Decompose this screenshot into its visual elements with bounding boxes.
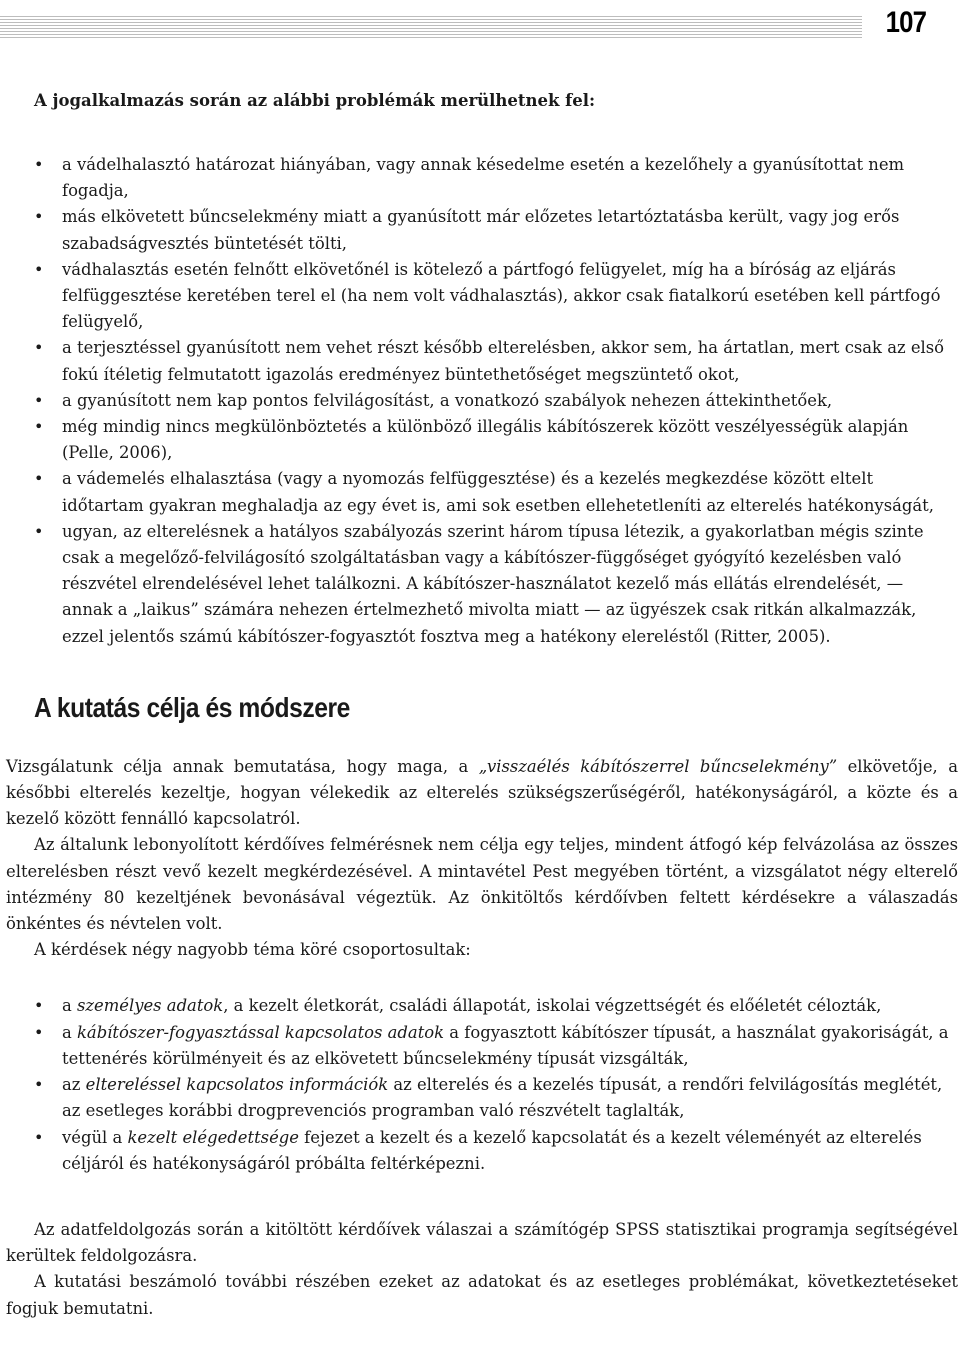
- list-item: • más elkövetett bűncselekmény miatt a gyanúsított már előzetes letartóztatásba került, vagy jog erős szabadságvesztés büntetését tölti,: [34, 204, 958, 256]
- section-title: A kutatás célja és módszere: [34, 691, 350, 723]
- closing-section: [6, 1217, 958, 1322]
- list-item: [34, 1020, 958, 1072]
- list-item: [34, 1125, 958, 1177]
- closing-paragraph: Az adatfeldolgozás során a kitöltött kérdőívek válaszai a számítógép SPSS statisztikai programja segítségével kerültek feldolgozásra.: [6, 1219, 958, 1266]
- emphasis: kábítószer-fogyasztással kapcsolatos adatok: [76, 1022, 445, 1042]
- list-item: • a terjesztéssel gyanúsított nem vehet részt később elterelésben, akkor sem, ha ártatlan, mert csak az első fokú ítéletig felmutatott igazolás eredményez büntethetőséget megszüntető okot,: [34, 335, 958, 387]
- list-item: • még mindig nincs megkülönböztetés a különböző illegális kábítószerek között veszélyességük alapján (Pelle, 2006),: [34, 414, 958, 466]
- item-text: fejezet a kezelt és a kezelő kapcsolatát és a kezelt véleményét az elterelés céljáról és hatékonyságáról próbálta feltérképezni.: [62, 1127, 922, 1173]
- list-item: [34, 1072, 958, 1124]
- emphasis: kezelt elégedettsége: [127, 1127, 299, 1147]
- problem-list: [34, 152, 958, 650]
- closing-paragraph: A kutatási beszámoló további részében ezeket az adatokat és az esetleges problémákat, következtetéseket fogjuk bemutatni.: [6, 1272, 958, 1318]
- method-paragraph: [6, 754, 958, 833]
- list-item: • vádhalasztás esetén felnőtt elkövetőnél is kötelező a pártfogó felügyelet, míg ha a bíróság az eljárás felfüggesztése keretében terel el (ha nem volt vádhalasztás), akkor csak fiatalkorú esetében kell pártfogó felügyelő,: [34, 257, 958, 336]
- item-text: a: [62, 996, 77, 1016]
- item-text: az: [62, 1075, 86, 1095]
- header-rule: [0, 14, 862, 38]
- method-paragraph: A kérdések négy nagyobb téma köré csoportosultak:: [34, 940, 471, 960]
- intro-heading: A jogalkalmazás során az alábbi problémák merülhetnek fel:: [34, 91, 596, 110]
- item-text: , a kezelt életkorát, családi állapotát, iskolai végzettségét és előéletét célozták,: [223, 996, 882, 1016]
- list-item: • a gyanúsított nem kap pontos felvilágosítást, a vonatkozó szabályok nehezen áttekinthetőek,: [34, 388, 958, 414]
- emphasis: személyes adatok: [76, 996, 224, 1016]
- item-text: végül a: [62, 1127, 128, 1147]
- page-content: [6, 88, 959, 1322]
- list-item: • a vádemelés elhalasztása (vagy a nyomozás felfüggesztése) és a kezelés megkezdése között eltelt időtartam gyakran meghaladja az egy évet is, ami sok esetben ellehetetleníti az elterelés hatékonyságát,: [34, 466, 958, 518]
- list-item: • ugyan, az elterelésnek a hatályos szabályozás szerint három típusa létezik, a gyakorlatban mégis szinte csak a megelőző-felvilágosító szolgáltatásban vagy a kábítószer-függőséget gyógyító kezelésben való részvétel elrendelésével lehet találkozni. A kábítószer-használatot kezelő más ellátás elrendelését, — annak a „laikus” számára nehezen értelmezhető mivolta miatt — az ügyészek csak ritkán alkalmazzák, ezzel jelentős számú kábítószer-fogyasztót fosztva meg a hatékony elereléstől (Ritter, 2005).: [34, 519, 958, 650]
- item-text: a: [62, 1022, 77, 1042]
- paragraph-text: Vizsgálatunk célja annak bemutatása, hogy maga, a: [6, 756, 479, 776]
- emphasis: eltereléssel kapcsolatos információk: [85, 1075, 389, 1095]
- item-text: a fogyasztott kábítószer típusát, a használat gyakoriságát, a tettenérés körülményeit és az elkövetett bűncselekmény típusát vizsgálták,: [62, 1022, 949, 1068]
- list-item: [34, 993, 958, 1019]
- method-paragraph: Az általunk lebonyolított kérdőíves felmérésnek nem célja egy teljes, mindent átfogó kép felvázolása az összes elterelésben részt vevő kezelt megkérdezésével. A mintavétel Pest megyében történt, a vizsgálatot négy elterelő intézmény 80 kezeltjének bevonásával végeztük. Az önkitöltős kérdőívben feltett kérdésekre a válaszadás önkéntes és névtelen volt.: [6, 835, 958, 934]
- topic-list: [34, 993, 958, 1176]
- emphasis: „visszaélés kábítószerrel bűncselekmény”: [478, 756, 838, 776]
- page-number: 107: [885, 6, 926, 39]
- paragraph-text: elkövetője, a későbbi elterelés kezeltje, hogyan vélekedik az elterelés szükségszerűségéről, hatékonyságáról, a közte és a kezelő között fennálló kapcsolatról.: [6, 756, 959, 829]
- item-text: az elterelés és a kezelés típusát, a rendőri felvilágosítás meglétét, az esetleges korábbi drogprevenciós programban való részvételt taglalták,: [62, 1075, 943, 1121]
- list-item: • a vádelhalasztó határozat hiányában, vagy annak késedelme esetén a kezelőhely a gyanúsítottat nem fogadja,: [34, 152, 958, 204]
- method-section: [6, 754, 958, 964]
